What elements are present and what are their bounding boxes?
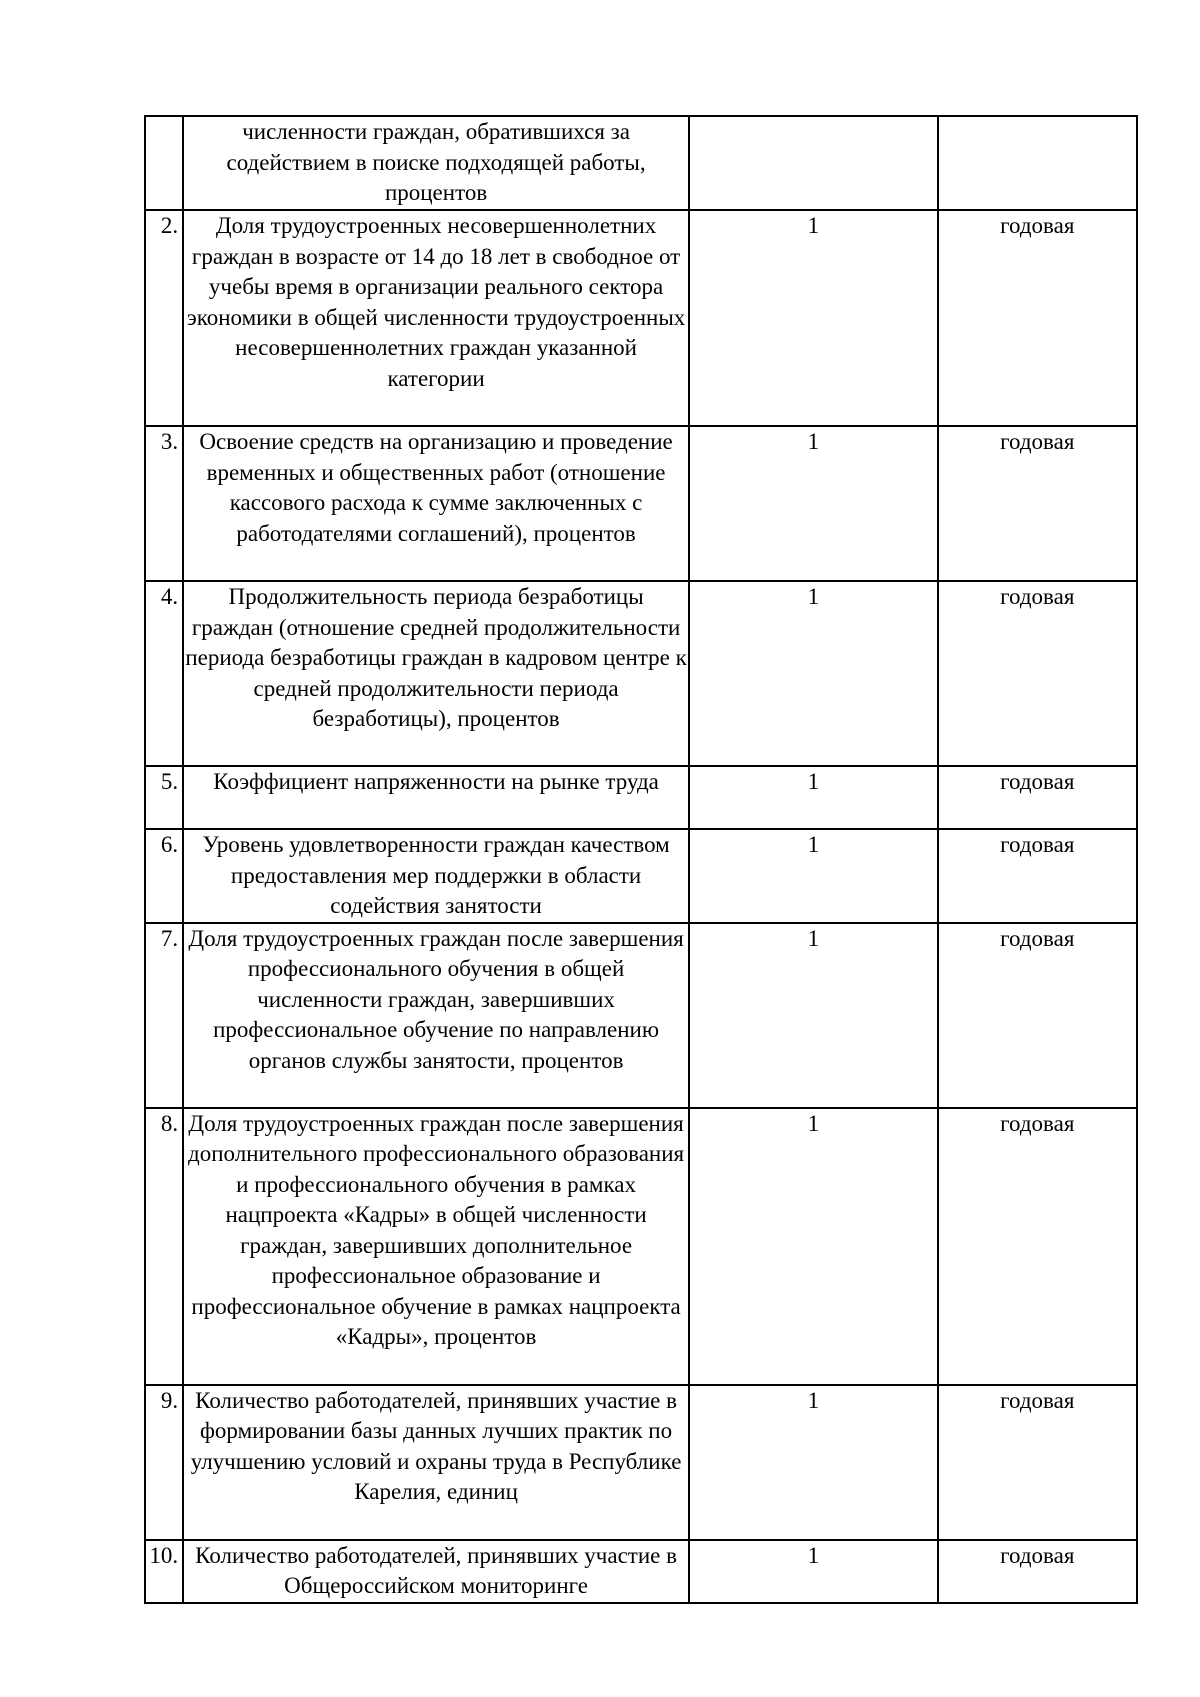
indicator-value	[689, 116, 938, 210]
indicator-name: Уровень удовлетворенности граждан качеством предоставления мер поддержки в области содействия занятости	[183, 829, 689, 923]
table-row	[145, 1385, 1137, 1540]
indicator-period: годовая	[938, 1108, 1137, 1385]
indicator-name: Коэффициент напряженности на рынке труда	[183, 766, 689, 829]
indicator-value: 1	[689, 210, 938, 426]
indicator-period: годовая	[938, 766, 1137, 829]
row-number: 3.	[145, 426, 183, 581]
row-number: 8.	[145, 1108, 183, 1385]
indicator-value: 1	[689, 829, 938, 923]
row-number: 10.	[145, 1540, 183, 1603]
indicator-period: годовая	[938, 1540, 1137, 1603]
indicator-value: 1	[689, 923, 938, 1108]
table-row	[145, 210, 1137, 426]
indicator-period: годовая	[938, 581, 1137, 766]
indicators-table	[144, 115, 1138, 1604]
row-number: 2.	[145, 210, 183, 426]
indicator-value: 1	[689, 581, 938, 766]
indicator-name: численности граждан, обратившихся за содействием в поиске подходящей работы, процентов	[183, 116, 689, 210]
table-row	[145, 581, 1137, 766]
table-row	[145, 829, 1137, 923]
row-number: 5.	[145, 766, 183, 829]
table-row	[145, 1108, 1137, 1385]
indicator-name: Освоение средств на организацию и проведение временных и общественных работ (отношение кассового расхода к сумме заключенных с работодателями соглашений), процентов	[183, 426, 689, 581]
indicator-period	[938, 116, 1137, 210]
indicator-value: 1	[689, 1540, 938, 1603]
indicator-name: Доля трудоустроенных граждан после завершения профессионального обучения в общей численности граждан, завершивших профессиональное обучение по направлению органов службы занятости, процентов	[183, 923, 689, 1108]
indicator-name: Доля трудоустроенных несовершеннолетних граждан в возрасте от 14 до 18 лет в свободное от учебы время в организации реального сектора экономики в общей численности трудоустроенных несовершеннолетних граждан указанной категории	[183, 210, 689, 426]
indicator-period: годовая	[938, 923, 1137, 1108]
indicator-name: Количество работодателей, принявших участие в Общероссийском мониторинге	[183, 1540, 689, 1603]
row-number: 9.	[145, 1385, 183, 1540]
table-row	[145, 116, 1137, 210]
indicator-value: 1	[689, 1385, 938, 1540]
row-number	[145, 116, 183, 210]
table-row	[145, 426, 1137, 581]
indicator-period: годовая	[938, 210, 1137, 426]
table-row	[145, 1540, 1137, 1603]
row-number: 4.	[145, 581, 183, 766]
row-number: 7.	[145, 923, 183, 1108]
indicator-name: Количество работодателей, принявших участие в формировании базы данных лучших практик по улучшению условий и охраны труда в Республике Карелия, единиц	[183, 1385, 689, 1540]
table-row	[145, 766, 1137, 829]
row-number: 6.	[145, 829, 183, 923]
indicator-name: Продолжительность периода безработицы граждан (отношение средней продолжительности периода безработицы граждан в кадровом центре к средней продолжительности периода безработицы), процентов	[183, 581, 689, 766]
indicator-period: годовая	[938, 829, 1137, 923]
indicators-table-body	[145, 116, 1137, 1603]
indicator-period: годовая	[938, 1385, 1137, 1540]
indicator-value: 1	[689, 426, 938, 581]
indicator-value: 1	[689, 766, 938, 829]
table-row	[145, 923, 1137, 1108]
indicator-period: годовая	[938, 426, 1137, 581]
indicator-value: 1	[689, 1108, 938, 1385]
indicator-name: Доля трудоустроенных граждан после завершения дополнительного профессионального образования и профессионального обучения в рамках нацпроекта «Кадры» в общей численности граждан, завершивших дополнительное профессиональное образование и профессиональное обучение в рамках нацпроекта «Кадры», процентов	[183, 1108, 689, 1385]
